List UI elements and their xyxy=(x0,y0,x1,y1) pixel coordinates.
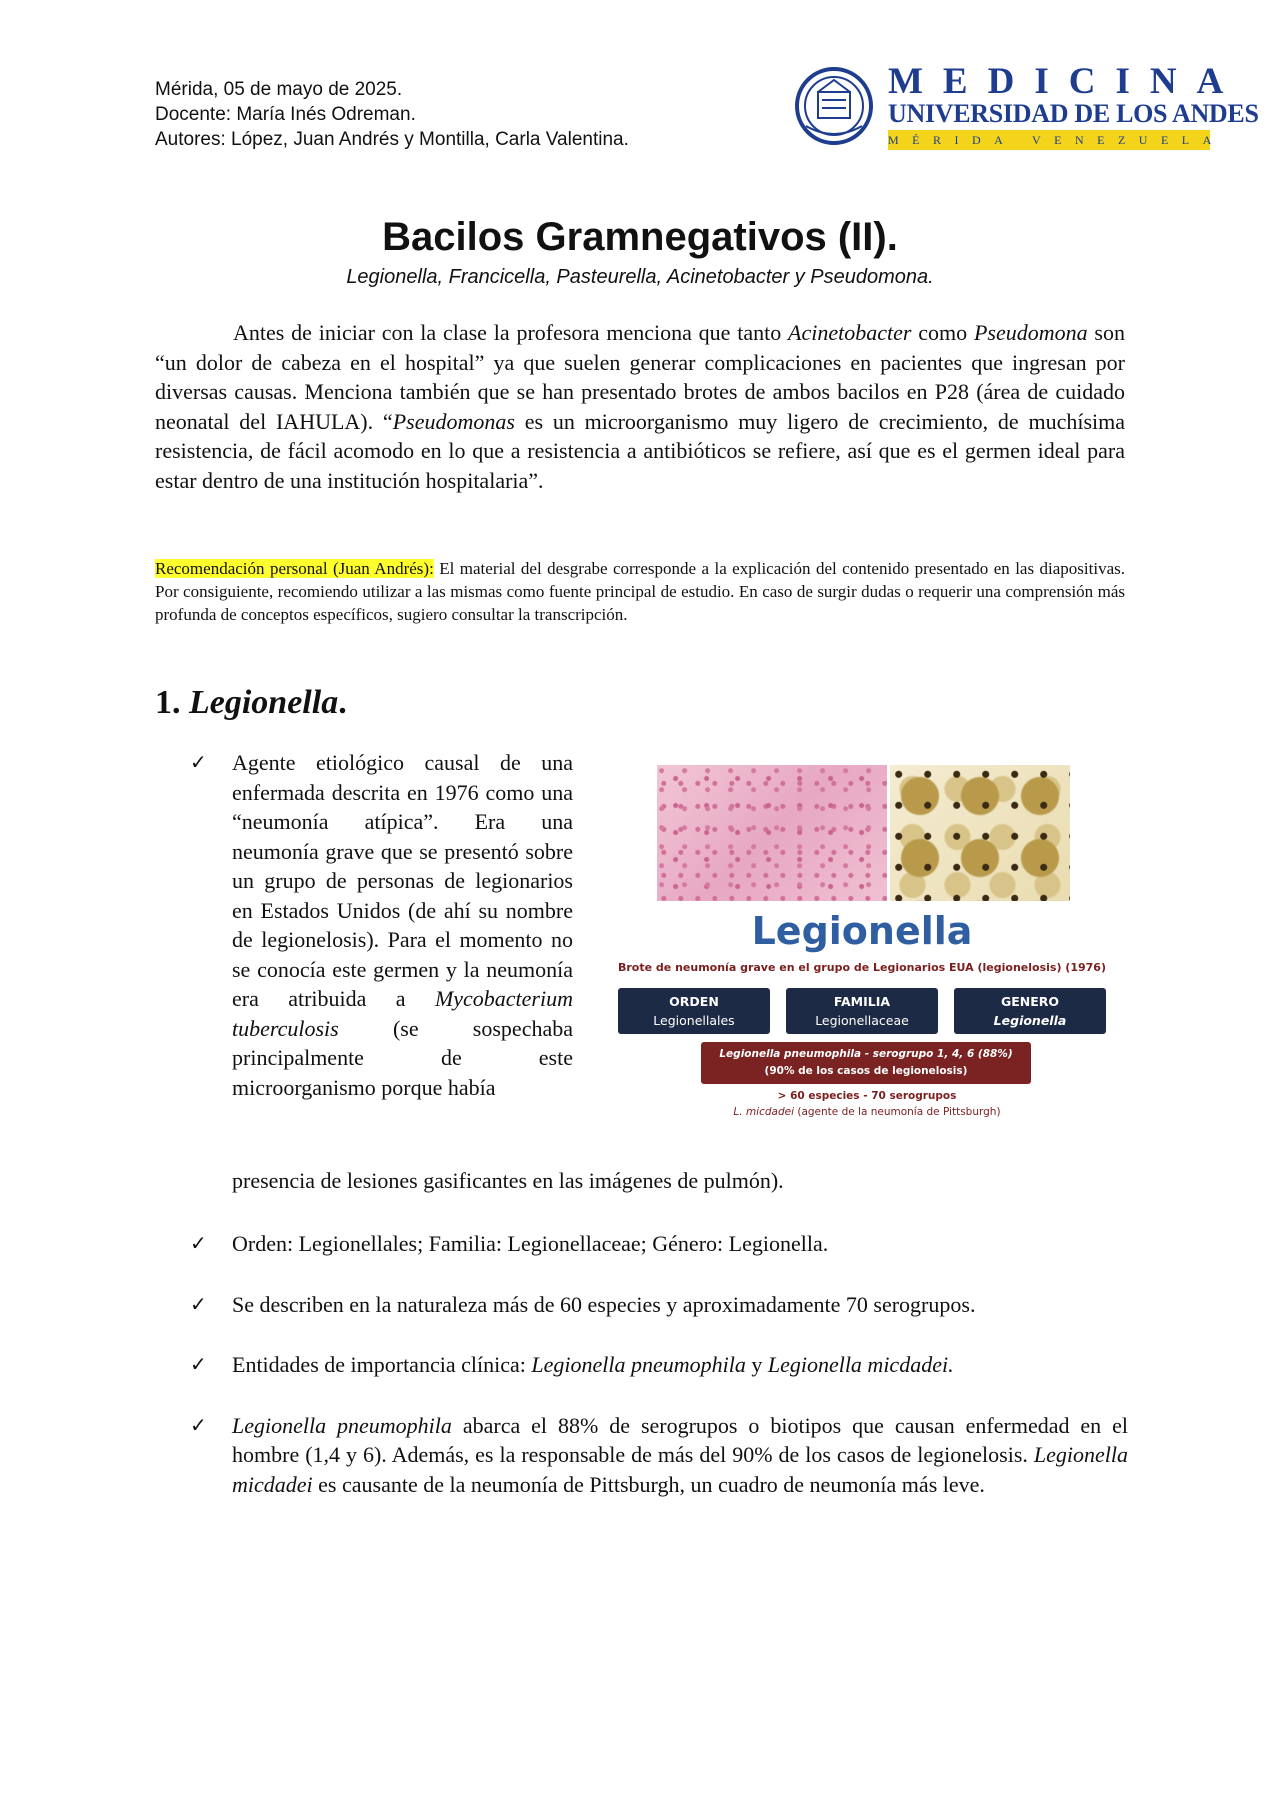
checkmark-icon: ✓ xyxy=(190,750,207,774)
authors-line: Autores: López, Juan Andrés y Montilla, Carla Valentina. xyxy=(155,129,629,150)
page-title: Bacilos Gramnegativos (II). xyxy=(382,215,898,259)
intro-paragraph: Antes de iniciar con la clase la profesora menciona que tanto Acinetobacter como Pseudomona son “un dolor de cabeza en el hospital” ya que suelen generar complicaciones en pacientes que ingresan por diversas causas. Menciona también que se han presentado brotes de ambos bacilos en P28 (área de cuidado neonatal del IAHULA). “Pseudomonas es un microorganismo muy ligero de crecimiento, de muchísima resistencia, de fácil acomodo en lo que a resistencia a antibióticos se refiere, así que es el germen ideal para estar dentro de una institución hospitalaria”. xyxy=(155,320,1125,493)
logo-city: MÉRIDA VENEZUELA xyxy=(888,133,1225,147)
legionella-slide-image xyxy=(612,757,1112,1132)
section-heading-legionella: 1. Legionella. xyxy=(155,684,347,721)
document-header xyxy=(155,77,629,152)
taxonomy-box-family: FAMILIA Legionellaceae xyxy=(786,988,938,1034)
slide-subtitle: Brote de neumonía grave en el grupo de Legionarios EUA (legionelosis) (1976) xyxy=(618,961,1106,974)
list-item: ✓ Se describen en la naturaleza más de 60 especies y aproximadamente 70 serogrupos. xyxy=(190,1290,1128,1320)
slide-title: Legionella xyxy=(751,909,973,953)
checkmark-icon: ✓ xyxy=(190,1412,207,1437)
teacher-line: Docente: María Inés Odreman. xyxy=(155,104,416,125)
list-item: ✓ Agente etiológico causal de una enfermada descrita en 1976 como una “neumonía atípica”. Era una neumonía grave que se presentó sobre un grupo de personas de legionarios en Estados Unidos (de ahí su nombre de legionelosis). Para el momento no se conocía este germen y la neumonía era atribuida a Mycobacterium tuberculosis (se sospechaba principalmente de este microorganismo porque había presencia de lesiones gasificantes en las imágenes de pulmón). xyxy=(190,750,784,1193)
micdadei-note: L. micdadei (agente de la neumonía de Pittsburgh) xyxy=(733,1106,1001,1118)
page-subtitle: Legionella, Francicella, Pasteurella, Acinetobacter y Pseudomona. xyxy=(346,266,934,288)
list-item: ✓ Entidades de importancia clínica: Legionella pneumophila y Legionella micdadei. xyxy=(190,1350,1128,1380)
logo-medicina: MEDICINA xyxy=(888,61,1244,102)
gram-stain-micrograph xyxy=(657,765,887,901)
university-logo xyxy=(792,61,1259,152)
personal-recommendation xyxy=(155,557,1125,626)
recommendation-text: El material del desgrabe corresponde a la explicación del contenido presentado en las diapositivas. Por consiguiente, recomiendo utilizar a las mismas como fuente principal de estudio. En caso de surgir dudas o requerir una comprensión más profunda de conceptos específicos, sugiero consultar la transcripción. xyxy=(155,559,1125,624)
university-seal-icon xyxy=(792,66,876,146)
taxonomy-box-order: ORDEN Legionellales xyxy=(618,988,770,1034)
checkmark-icon: ✓ xyxy=(190,1231,207,1255)
checkmark-icon: ✓ xyxy=(190,1352,207,1376)
date-line: Mérida, 05 de mayo de 2025. xyxy=(155,79,403,100)
species-count: > 60 especies - 70 serogrupos xyxy=(777,1090,957,1102)
logo-university-name: UNIVERSIDAD DE LOS ANDES xyxy=(888,99,1259,128)
checkmark-icon: ✓ xyxy=(190,1291,207,1316)
recommendation-label: Recomendación personal (Juan Andrés): xyxy=(155,559,434,578)
silver-stain-micrograph xyxy=(890,765,1070,901)
taxonomy-box-genus: GENERO Legionella xyxy=(954,988,1106,1034)
list-item: ✓ Orden: Legionellales; Familia: Legionellaceae; Género: Legionella. xyxy=(190,1229,1128,1259)
list-item: ✓ Legionella pneumophila abarca el 88% de serogrupos o biotipos que causan enfermedad en el hombre (1,4 y 6). Además, es la responsable de más del 90% de los casos de legionelosis. Legionella micdadei es causante de la neumonía de Pittsburgh, un cuadro de neumonía más leve. xyxy=(190,1412,1128,1497)
pneumophila-box: Legionella pneumophila - serogrupo 1, 4, 6 (88%) (90% de los casos de legionelosis) xyxy=(701,1042,1031,1084)
